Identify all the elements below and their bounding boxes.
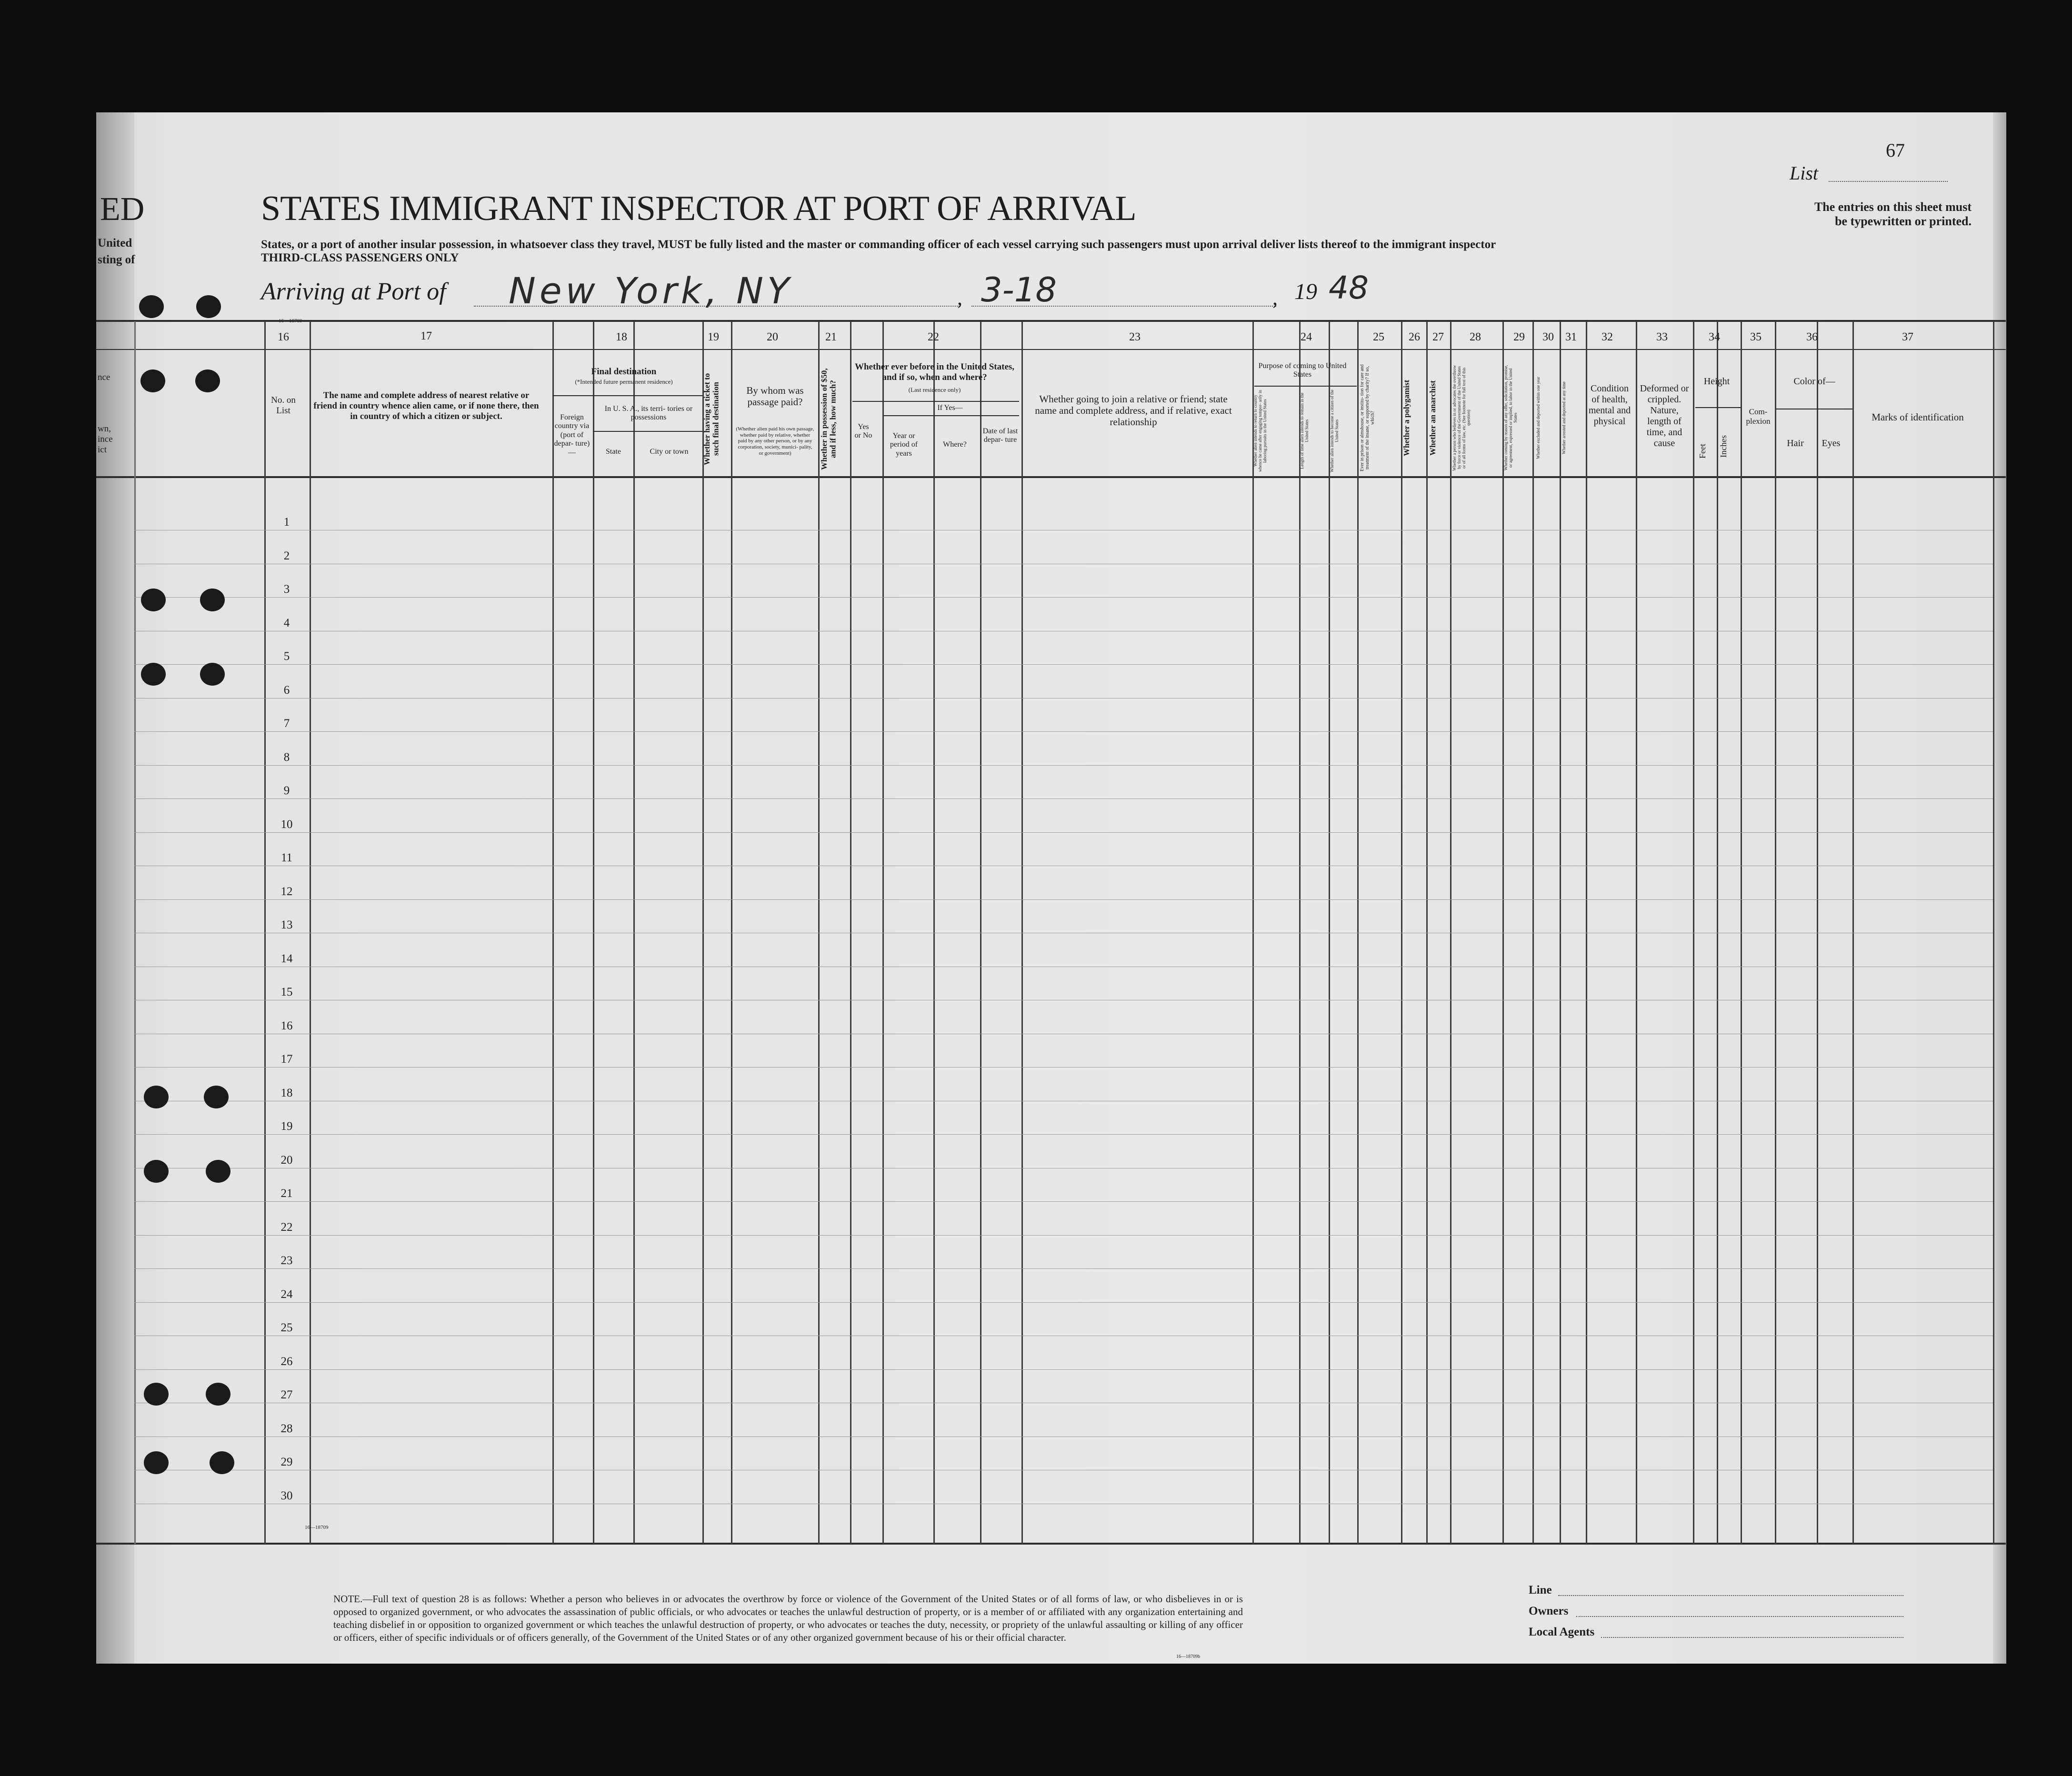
colnum-37: 37 [1902,331,1913,343]
header-health: Condition of health, mental and physical [1588,383,1631,427]
row-number: 24 [280,1288,293,1301]
footnote [333,1593,1243,1644]
colnum-27: 27 [1432,331,1444,343]
header-inches: Inches [1719,435,1728,458]
colnum-17: 17 [420,330,432,342]
colnum-30: 30 [1542,331,1554,343]
row-number: 20 [280,1154,293,1167]
colnum-22: 22 [928,331,939,343]
manifest-sheet [96,112,2006,1664]
colnum-29: 29 [1513,331,1525,343]
punch-hole [210,1451,234,1474]
header-purpose-return: Whether alien intends to return to country whence he came after engaging tempor- arily in laboring pursuits in the United States [1253,390,1267,472]
colnum-19: 19 [708,331,719,343]
punch-hole [144,1451,169,1474]
row-number: 3 [283,583,290,596]
row-number: 21 [280,1187,293,1200]
header-passage-paid-note: (Whether alien paid his own passage, whether paid by relative, whether paid by any other person, or by any corporation, society, munici- pality, or government) [736,426,814,456]
instructions [1743,200,1972,229]
header-no-on-list: No. on List [271,395,296,416]
header-if-yes: If Yes— [937,404,963,412]
row-number: 10 [280,818,293,831]
comma-1: , [957,286,962,309]
row-rule [134,1369,1993,1370]
header-foreign-country: Foreign country via (port of depar- ture)— [554,413,590,457]
header-marks: Marks of identification [1872,411,1964,423]
left-fragment-2: sting of [98,253,135,266]
header-purpose-citizen: Whether alien intends to become a citizen of the United States [1330,389,1339,472]
date-handwritten: 3-18 [981,270,1057,309]
sheet-edge [1993,112,2006,1664]
row-number: 4 [283,617,290,629]
punch-hole [206,1160,230,1183]
colnum-20: 20 [767,331,778,343]
header-final-destination-note: (*Intended future permanent residence) [575,378,673,385]
punch-hole [141,663,166,686]
punch-hole [140,369,165,392]
row-number: 8 [283,751,290,764]
header-color-of: Color of— [1793,376,1835,387]
punch-hole [139,295,164,318]
colnum-35: 35 [1750,331,1762,343]
column-rule [1993,321,1994,1544]
header-date-departure: Date of last depar- ture [982,427,1018,444]
subtitle: States, or a port of another insular possession, in whatsoever class they travel, MUST be fully listed and the master or commanding officer of each vessel carrying such passengers must upon arrival deliver lists thereof to the immigrant inspector [261,238,1496,251]
header-excluded: Whether excluded and deported within one year [1536,377,1541,459]
punch-hole [204,1086,229,1108]
header-hair: Hair [1787,438,1804,449]
line-field [1558,1595,1903,1596]
comma-2: , [1272,286,1278,309]
rule-34 [1695,407,1741,408]
footnote-label: NOTE. [333,1593,363,1605]
left-partial-1: nce [98,372,110,382]
row-number: 17 [280,1053,293,1066]
row-rule [134,1235,1993,1236]
header-eyes: Eyes [1822,438,1841,449]
colnum-24: 24 [1301,331,1312,343]
header-prison: Ever in prison or almshouse, or institu- tion for care and treatment of the insane, or supported by charity? If so, which? [1360,364,1375,471]
footnote-code: 16—18709b [1176,1654,1200,1659]
owners-field [1576,1616,1903,1617]
row-rule [134,1302,1993,1303]
row-number: 25 [280,1321,293,1334]
header-fifty-dollars: Whether in possession of $50, and if less, how much? [820,368,838,470]
header-year-period: Year or period of years [890,432,918,458]
row-number: 13 [280,918,293,931]
footnote-text: —Full text of question 28 is as follows: Whether a person who believes in or advocates the overthrow by force or violence of the Government of the United States or of all forms of law, or who disbelieves in or is opposed to organized government, or who advocates the assassination of public officials, or who advocates or teaches the unlawful destruction of property, or is a member of or affiliated with any organization entertaining and teaching disbelief in or opposition to organized government or which teaches the unlawful destruction of property, or who advocates or teaches the duty, necessity, or propriety of the unlawful assaulting or killing of any officer or officers, either of specific individuals or of officers generally, of the Government of the United States or of any other organized government because of his or their official character. [333,1593,1243,1643]
row-number: 15 [280,986,293,998]
row-number: 23 [280,1254,293,1267]
row-rule [134,832,1993,833]
colnum-rule [96,349,2006,350]
row-number: 11 [280,851,293,864]
colnum-36: 36 [1806,331,1818,343]
header-labor-offer: Whether coming by reason of any offer, solicitation, promise, or agreement, expressed or implied, to labor in the United States [1503,365,1518,471]
agents-field [1601,1637,1903,1638]
header-final-destination: Final destination [591,367,657,377]
row-number: 30 [280,1489,293,1502]
colnum-32: 32 [1602,331,1613,343]
row-number: 12 [280,885,293,898]
colnum-33: 33 [1656,331,1668,343]
punch-hole [144,1383,169,1406]
punch-hole [196,295,221,318]
punch-hole [141,589,166,611]
left-partial-4: ict [98,445,107,455]
punch-hole [195,369,220,392]
left-fragment-1: United [98,237,132,249]
colnum-18: 18 [616,331,627,343]
row-rule [134,899,1993,900]
row-rule [134,765,1993,766]
form-code-bottom: 16—18709 [305,1525,329,1530]
header-anarchist: Whether an anarchist [1428,380,1437,456]
header-join-relative: Whether going to join a relative or friend; state name and complete address, and if relative, exact relationship [1035,393,1232,428]
rule-22b [884,415,1019,416]
header-polygamist: Whether a polygamist [1402,379,1411,456]
punch-hole [144,1160,169,1183]
header-city: City or town [650,448,689,456]
colnum-31: 31 [1565,331,1577,343]
colnum-26: 26 [1409,331,1420,343]
title-fragment: ED [100,191,145,228]
header-overthrow: Whether a person who believes in or advocates the overthrow by force or violence of the Government of the United States or of all forms of law, etc. (See footnote for full text of this question) [1452,365,1471,471]
header-yes-no: Yes or No [854,423,872,440]
header-complexion: Com- plexion [1746,407,1771,426]
punch-hole [144,1086,169,1108]
rule-18b [593,431,702,432]
year-handwritten: 48 [1329,269,1369,306]
row-rule [134,798,1993,799]
colnum-25: 25 [1373,331,1384,343]
punch-hole [206,1383,230,1406]
binding-strip [96,112,134,1664]
page-number: 67 [1886,140,1905,161]
colnum-23: 23 [1129,331,1141,343]
header-height: Height [1703,376,1730,387]
page-title: STATES IMMIGRANT INSPECTOR AT PORT OF ARRIVAL [261,189,1136,228]
header-relative-address: The name and complete address of nearest relative or friend in country whence alien came, or if none there, then in country of which a citizen or subject. [313,390,539,421]
colnum-28: 28 [1470,331,1481,343]
row-number: 1 [283,516,290,529]
header-in-usa: In U. S. A., its terri- tories or possessions [604,405,693,422]
left-partial-3: ince [98,434,113,444]
line-label: Line [1529,1584,1552,1596]
row-number: 19 [280,1120,293,1133]
row-number: 22 [280,1221,293,1234]
colnum-21: 21 [825,331,837,343]
header-bottom-rule [96,476,2006,478]
agents-label: Local Agents [1529,1626,1595,1638]
header-before-in-us-note: (Last residence only) [908,386,961,393]
row-number: 2 [283,549,290,562]
row-number: 28 [280,1422,293,1435]
row-rule [134,664,1993,665]
row-number: 29 [280,1456,293,1468]
header-state: State [606,448,621,456]
header-purpose: Purpose of coming to United States [1258,362,1347,379]
row-rule [134,1268,1993,1269]
header-arrested: Whether arrested and deported at any time [1562,381,1566,454]
rule-24 [1254,386,1357,387]
row-rule [134,597,1993,598]
row-rule [134,1134,1993,1135]
header-purpose-length: Length of time alien intends to remain in the United States [1300,392,1309,469]
rule-18 [552,395,702,396]
punch-hole [200,589,225,611]
colnum-16: 16 [278,331,289,343]
left-partial-2: wn, [98,424,111,434]
instructions-line-2: be typewritten or printed. [1835,214,1972,228]
row-number: 9 [283,784,290,797]
year-prefix: 19 [1294,279,1317,304]
table-top-rule [96,320,2006,322]
header-ticket: Whether having a ticket to such final destination [702,373,721,465]
instructions-line-1: The entries on this sheet must [1814,200,1972,214]
row-rule [134,1067,1993,1068]
row-rule [134,1201,1993,1202]
port-handwritten: New York, NY [509,269,793,312]
row-number: 18 [280,1087,293,1099]
rule-22 [852,401,1019,402]
class-line: THIRD-CLASS PASSENGERS ONLY [261,251,459,264]
row-number: 27 [280,1388,293,1401]
list-label: List [1790,162,1819,184]
header-deformed: Deformed or crippled. Nature, length of time, and cause [1640,383,1689,449]
header-before-in-us: Whether ever before in the United States, and if so, when and where? [854,362,1015,382]
punch-hole [200,663,225,686]
row-number: 26 [280,1355,293,1368]
row-number: 7 [283,717,290,730]
arriving-label: Arriving at Port of [261,278,446,305]
row-number: 16 [280,1019,293,1032]
row-number: 6 [283,684,290,697]
row-number: 14 [280,952,293,965]
row-rule [134,731,1993,732]
table-bottom-rule [96,1543,2006,1545]
colnum-34: 34 [1709,331,1720,343]
header-feet: Feet [1698,444,1707,459]
header-where: Where? [943,440,967,449]
list-field [1829,181,1948,182]
row-number: 5 [283,650,290,663]
header-passage-paid: By whom was passage paid? [746,385,804,408]
owners-label: Owners [1529,1605,1569,1617]
